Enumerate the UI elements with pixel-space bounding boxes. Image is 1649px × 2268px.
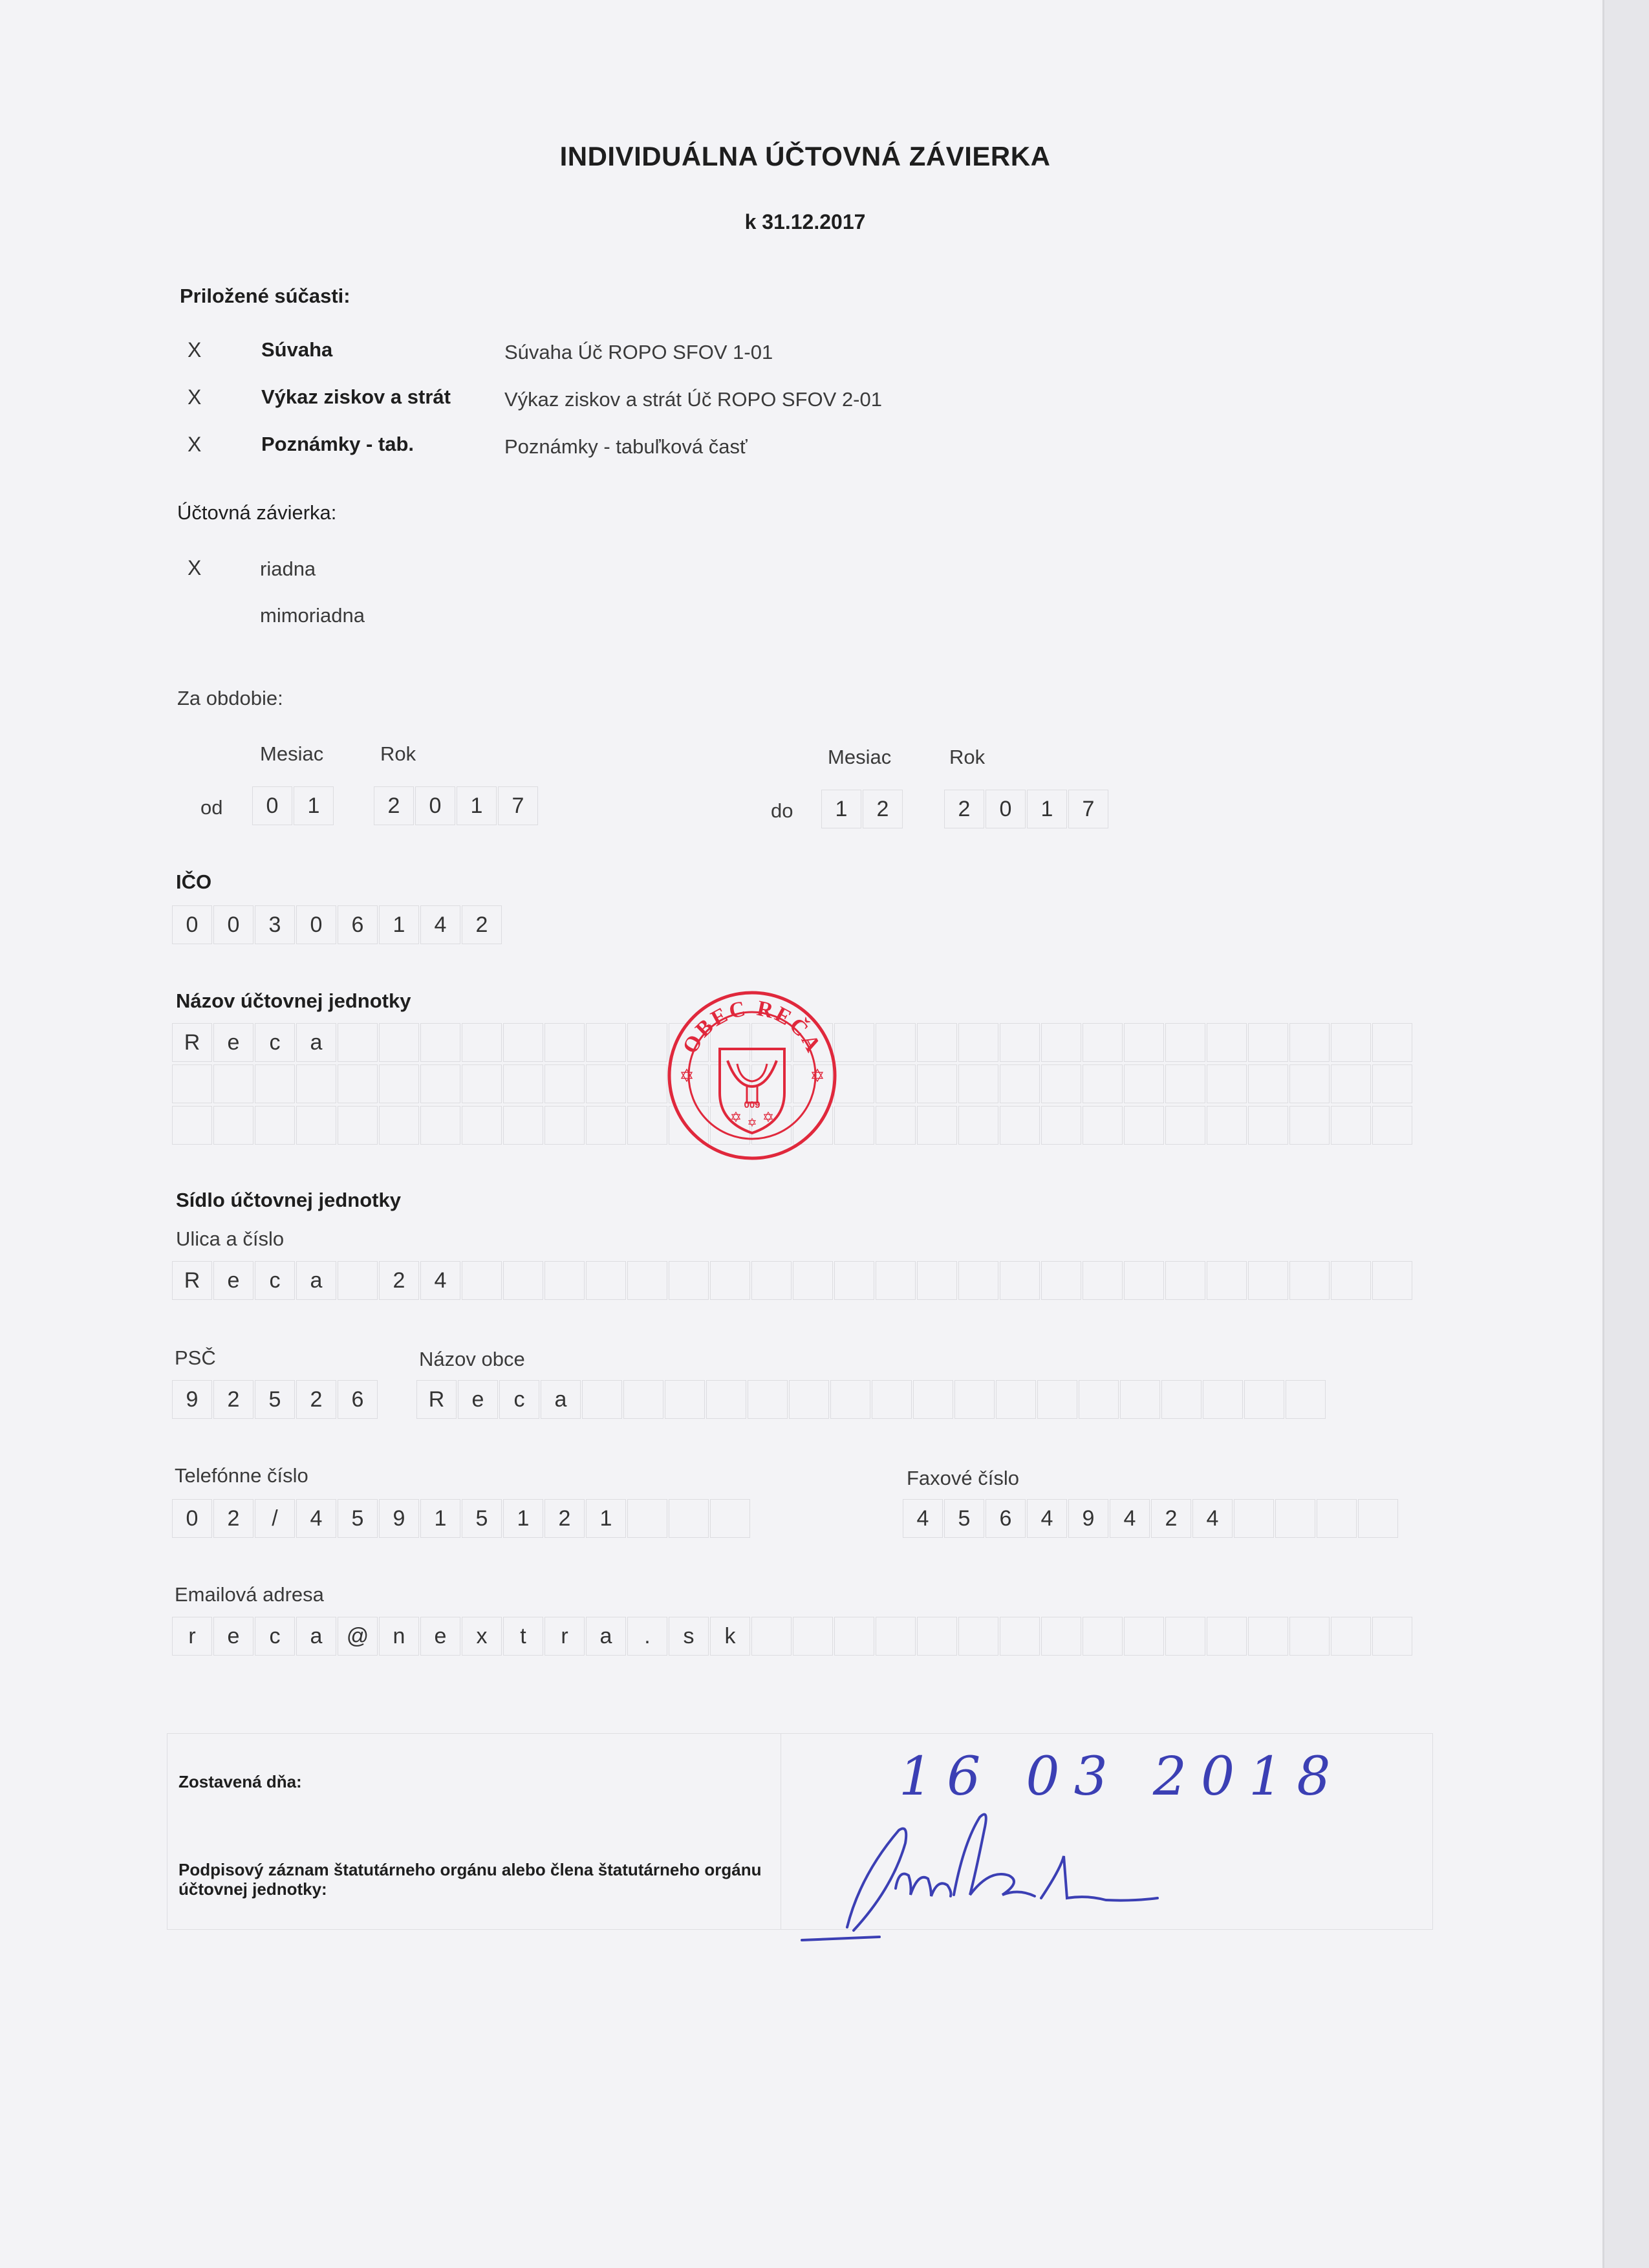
char-box: 5 <box>462 1499 502 1538</box>
attachment-mark: X <box>188 385 202 409</box>
char-box <box>1161 1380 1202 1419</box>
char-box: 2 <box>213 1499 253 1538</box>
period-heading: Za obdobie: <box>177 687 283 709</box>
char-box <box>1124 1064 1164 1103</box>
char-box <box>1207 1064 1247 1103</box>
char-box <box>876 1261 916 1300</box>
char-box: e <box>420 1617 460 1656</box>
char-box <box>1124 1106 1164 1145</box>
attachments-heading: Priložené súčasti: <box>180 285 350 307</box>
char-box: 6 <box>338 1380 378 1419</box>
char-box <box>917 1261 957 1300</box>
ico-label: IČO <box>176 870 212 893</box>
char-box <box>872 1380 912 1419</box>
char-box <box>876 1106 916 1145</box>
char-box <box>503 1023 543 1062</box>
char-box <box>296 1106 336 1145</box>
closing-type-heading: Účtovná závierka: <box>177 501 337 524</box>
char-box: R <box>416 1380 457 1419</box>
char-box <box>1248 1261 1288 1300</box>
to-month-label: Mesiac <box>828 746 892 768</box>
char-box <box>917 1106 957 1145</box>
char-box <box>172 1064 212 1103</box>
char-box: 0 <box>296 905 336 944</box>
char-box <box>1331 1261 1371 1300</box>
attachment-desc: Poznámky - tabuľková časť <box>504 435 748 458</box>
municipality-stamp <box>666 989 838 1161</box>
char-box <box>172 1106 212 1145</box>
char-box <box>1124 1261 1164 1300</box>
char-box <box>1372 1064 1412 1103</box>
char-box <box>958 1064 998 1103</box>
char-box <box>627 1106 667 1145</box>
char-box: 0 <box>252 786 292 825</box>
char-box: e <box>458 1380 498 1419</box>
char-box <box>1165 1261 1205 1300</box>
attachment-desc: Výkaz ziskov a strát Úč ROPO SFOV 2-01 <box>504 388 882 411</box>
char-box: 5 <box>255 1380 295 1419</box>
char-box <box>1203 1380 1243 1419</box>
from-month-boxes <box>252 786 335 825</box>
char-box <box>1041 1064 1081 1103</box>
char-box: @ <box>338 1617 378 1656</box>
phone-label: Telefónne číslo <box>175 1464 308 1487</box>
char-box <box>1372 1617 1412 1656</box>
char-box <box>255 1064 295 1103</box>
char-box: 9 <box>379 1499 419 1538</box>
char-box <box>1000 1617 1040 1656</box>
svg-text:✡: ✡ <box>679 1066 695 1086</box>
char-box <box>1331 1106 1371 1145</box>
char-box: 2 <box>462 905 502 944</box>
char-box: 7 <box>498 786 538 825</box>
char-box: 1 <box>586 1499 626 1538</box>
document-date: k 31.12.2017 <box>744 210 866 233</box>
char-box <box>665 1380 705 1419</box>
char-box <box>503 1064 543 1103</box>
char-box: R <box>172 1023 212 1062</box>
closing-type-mark: X <box>188 556 202 579</box>
char-box <box>420 1106 460 1145</box>
char-box: 2 <box>213 1380 253 1419</box>
char-box: 1 <box>294 786 334 825</box>
char-box <box>1289 1261 1330 1300</box>
char-box <box>462 1064 502 1103</box>
char-box: 4 <box>1110 1499 1150 1538</box>
char-box: 5 <box>338 1499 378 1538</box>
char-box <box>420 1064 460 1103</box>
char-box: c <box>255 1261 295 1300</box>
char-box <box>1124 1617 1164 1656</box>
char-box <box>669 1261 709 1300</box>
char-box <box>338 1023 378 1062</box>
char-box: c <box>499 1380 539 1419</box>
char-box <box>420 1023 460 1062</box>
char-box <box>462 1106 502 1145</box>
char-box <box>1358 1499 1398 1538</box>
compiled-label: Zostavená dňa: <box>178 1772 302 1791</box>
from-month-label: Mesiac <box>260 742 324 765</box>
attachment-mark: X <box>188 338 202 362</box>
char-box <box>586 1106 626 1145</box>
char-box <box>1248 1064 1288 1103</box>
char-box: a <box>296 1023 336 1062</box>
char-box <box>296 1064 336 1103</box>
to-year-boxes <box>944 790 1110 828</box>
char-box <box>1037 1380 1077 1419</box>
char-box: x <box>462 1617 502 1656</box>
char-box <box>544 1106 585 1145</box>
page-edge <box>1602 0 1649 2268</box>
char-box: e <box>213 1617 253 1656</box>
char-box <box>379 1064 419 1103</box>
char-box <box>338 1064 378 1103</box>
char-box <box>1083 1064 1123 1103</box>
city-label: Názov obce <box>419 1348 525 1370</box>
email-boxes <box>172 1617 1414 1656</box>
char-box <box>582 1380 622 1419</box>
char-box: t <box>503 1617 543 1656</box>
char-box <box>1372 1106 1412 1145</box>
city-boxes <box>416 1380 1327 1419</box>
char-box <box>1079 1380 1119 1419</box>
char-box <box>834 1617 874 1656</box>
char-box <box>954 1380 995 1419</box>
char-box <box>1372 1261 1412 1300</box>
char-box <box>789 1380 829 1419</box>
char-box <box>379 1023 419 1062</box>
char-box <box>544 1023 585 1062</box>
char-box <box>1083 1106 1123 1145</box>
char-box: 1 <box>1027 790 1067 828</box>
char-box <box>503 1106 543 1145</box>
char-box: 2 <box>296 1380 336 1419</box>
char-box <box>1120 1380 1160 1419</box>
char-box <box>1289 1023 1330 1062</box>
char-box <box>544 1064 585 1103</box>
char-box <box>503 1261 543 1300</box>
char-box: r <box>172 1617 212 1656</box>
char-box: 4 <box>1027 1499 1067 1538</box>
char-box <box>834 1023 874 1062</box>
char-box <box>710 1499 750 1538</box>
char-box <box>1244 1380 1284 1419</box>
to-month-boxes <box>821 790 904 828</box>
char-box: 4 <box>420 905 460 944</box>
char-box: 2 <box>374 786 414 825</box>
char-box: c <box>255 1617 295 1656</box>
char-box <box>834 1106 874 1145</box>
char-box <box>255 1106 295 1145</box>
char-box <box>213 1064 253 1103</box>
char-box: 7 <box>1068 790 1108 828</box>
char-box <box>751 1261 792 1300</box>
char-box <box>751 1617 792 1656</box>
char-box <box>917 1023 957 1062</box>
char-box <box>958 1617 998 1656</box>
char-box <box>793 1617 833 1656</box>
document-title: INDIVIDUÁLNA ÚČTOVNÁ ZÁVIERKA <box>559 141 1051 171</box>
signature-label: Podpisový záznam štatutárneho orgánu alebo člena štatutárneho orgánu účtovnej jednotky: <box>178 1860 762 1899</box>
char-box <box>1083 1261 1123 1300</box>
compiled-date: 16 03 2018 <box>899 1746 1345 1808</box>
char-box <box>1000 1261 1040 1300</box>
char-box <box>913 1380 953 1419</box>
char-box: 5 <box>944 1499 984 1538</box>
char-box <box>1165 1023 1205 1062</box>
char-box <box>706 1380 746 1419</box>
char-box: a <box>296 1617 336 1656</box>
from-year-label: Rok <box>380 742 416 765</box>
char-box <box>1041 1261 1081 1300</box>
char-box <box>1000 1023 1040 1062</box>
char-box: 0 <box>986 790 1026 828</box>
char-box: 4 <box>903 1499 943 1538</box>
closing-type-regular: riadna <box>260 557 316 580</box>
stamp-number: 009 <box>744 1099 760 1110</box>
char-box <box>710 1261 750 1300</box>
char-box <box>462 1023 502 1062</box>
char-box <box>1248 1023 1288 1062</box>
char-box <box>1165 1106 1205 1145</box>
char-box <box>462 1261 502 1300</box>
char-box: a <box>586 1617 626 1656</box>
attachment-name: Výkaz ziskov a strát <box>261 385 451 408</box>
char-box: . <box>627 1617 667 1656</box>
char-box <box>338 1106 378 1145</box>
closing-type-extraordinary: mimoriadna <box>260 604 365 627</box>
char-box <box>1041 1106 1081 1145</box>
char-box <box>1289 1106 1330 1145</box>
svg-text:✡: ✡ <box>729 1109 742 1125</box>
char-box <box>748 1380 788 1419</box>
fax-label: Faxové číslo <box>907 1467 1020 1489</box>
char-box: 1 <box>379 905 419 944</box>
char-box <box>1000 1106 1040 1145</box>
char-box <box>876 1023 916 1062</box>
char-box <box>1165 1617 1205 1656</box>
ico-boxes <box>172 905 503 944</box>
char-box <box>586 1064 626 1103</box>
char-box <box>917 1064 957 1103</box>
char-box <box>1331 1617 1371 1656</box>
phone-boxes <box>172 1499 751 1538</box>
char-box: k <box>710 1617 750 1656</box>
char-box: a <box>296 1261 336 1300</box>
attachment-name: Súvaha <box>261 338 333 361</box>
char-box <box>1234 1499 1274 1538</box>
char-box <box>1000 1064 1040 1103</box>
char-box <box>917 1617 957 1656</box>
char-box: 1 <box>821 790 861 828</box>
char-box <box>669 1499 709 1538</box>
zip-label: PSČ <box>175 1346 216 1369</box>
char-box <box>793 1261 833 1300</box>
char-box <box>958 1261 998 1300</box>
char-box: a <box>541 1380 581 1419</box>
char-box <box>338 1261 378 1300</box>
char-box: 2 <box>863 790 903 828</box>
svg-text:✡: ✡ <box>810 1066 825 1086</box>
char-box <box>1289 1617 1330 1656</box>
char-box <box>830 1380 870 1419</box>
char-box <box>379 1106 419 1145</box>
char-box: 1 <box>457 786 497 825</box>
char-box <box>1165 1064 1205 1103</box>
char-box: 1 <box>503 1499 543 1538</box>
char-box <box>627 1499 667 1538</box>
char-box <box>876 1064 916 1103</box>
char-box <box>586 1023 626 1062</box>
char-box: 3 <box>255 905 295 944</box>
char-box <box>1248 1106 1288 1145</box>
handwritten-signature <box>795 1804 1183 1947</box>
char-box: 6 <box>338 905 378 944</box>
char-box <box>1317 1499 1357 1538</box>
attachment-desc: Súvaha Úč ROPO SFOV 1-01 <box>504 341 773 363</box>
to-label: do <box>771 799 793 822</box>
to-year-label: Rok <box>949 746 986 768</box>
char-box: 0 <box>213 905 253 944</box>
char-box: n <box>379 1617 419 1656</box>
street-boxes <box>172 1261 1414 1300</box>
char-box <box>1207 1261 1247 1300</box>
char-box <box>1286 1380 1326 1419</box>
char-box <box>627 1064 667 1103</box>
char-box: 4 <box>296 1499 336 1538</box>
email-label: Emailová adresa <box>175 1583 324 1606</box>
char-box: 0 <box>415 786 455 825</box>
char-box <box>544 1261 585 1300</box>
attachment-name: Poznámky - tab. <box>261 433 414 455</box>
char-box: 2 <box>944 790 984 828</box>
char-box <box>1275 1499 1315 1538</box>
stamp-text: OBEC REČA <box>678 996 826 1058</box>
char-box <box>834 1261 874 1300</box>
from-year-boxes <box>374 786 539 825</box>
char-box <box>1289 1064 1330 1103</box>
signature-labels-column <box>167 1733 781 1930</box>
char-box: 1 <box>420 1499 460 1538</box>
char-box <box>213 1106 253 1145</box>
char-box <box>1083 1617 1123 1656</box>
char-box <box>1041 1617 1081 1656</box>
char-box <box>1083 1023 1123 1062</box>
char-box <box>1372 1023 1412 1062</box>
char-box: c <box>255 1023 295 1062</box>
char-box: / <box>255 1499 295 1538</box>
char-box <box>627 1261 667 1300</box>
attachment-mark: X <box>188 433 202 456</box>
from-label: od <box>200 796 223 819</box>
char-box: 9 <box>172 1380 212 1419</box>
char-box <box>1331 1064 1371 1103</box>
unit-name-label: Názov účtovnej jednotky <box>176 989 411 1012</box>
char-box <box>627 1023 667 1062</box>
char-box <box>1124 1023 1164 1062</box>
char-box <box>958 1023 998 1062</box>
char-box: 6 <box>986 1499 1026 1538</box>
char-box: r <box>544 1617 585 1656</box>
street-label: Ulica a číslo <box>176 1227 285 1250</box>
char-box <box>1207 1023 1247 1062</box>
fax-boxes <box>903 1499 1399 1538</box>
char-box: 2 <box>379 1261 419 1300</box>
char-box: 0 <box>172 905 212 944</box>
char-box: 4 <box>420 1261 460 1300</box>
char-box <box>958 1106 998 1145</box>
char-box <box>876 1617 916 1656</box>
char-box: s <box>669 1617 709 1656</box>
zip-boxes <box>172 1380 379 1419</box>
svg-text:✡: ✡ <box>762 1109 775 1125</box>
char-box: e <box>213 1261 253 1300</box>
char-box: 0 <box>172 1499 212 1538</box>
char-box: 9 <box>1068 1499 1108 1538</box>
char-box: 2 <box>1151 1499 1191 1538</box>
char-box <box>834 1064 874 1103</box>
char-box <box>623 1380 663 1419</box>
char-box <box>996 1380 1036 1419</box>
char-box: 2 <box>544 1499 585 1538</box>
char-box <box>1248 1617 1288 1656</box>
char-box <box>1331 1023 1371 1062</box>
char-box: R <box>172 1261 212 1300</box>
char-box <box>1207 1106 1247 1145</box>
char-box <box>1041 1023 1081 1062</box>
char-box: e <box>213 1023 253 1062</box>
svg-text:✡: ✡ <box>747 1116 757 1129</box>
char-box: 4 <box>1192 1499 1233 1538</box>
char-box <box>586 1261 626 1300</box>
address-heading: Sídlo účtovnej jednotky <box>176 1189 401 1211</box>
char-box <box>1207 1617 1247 1656</box>
